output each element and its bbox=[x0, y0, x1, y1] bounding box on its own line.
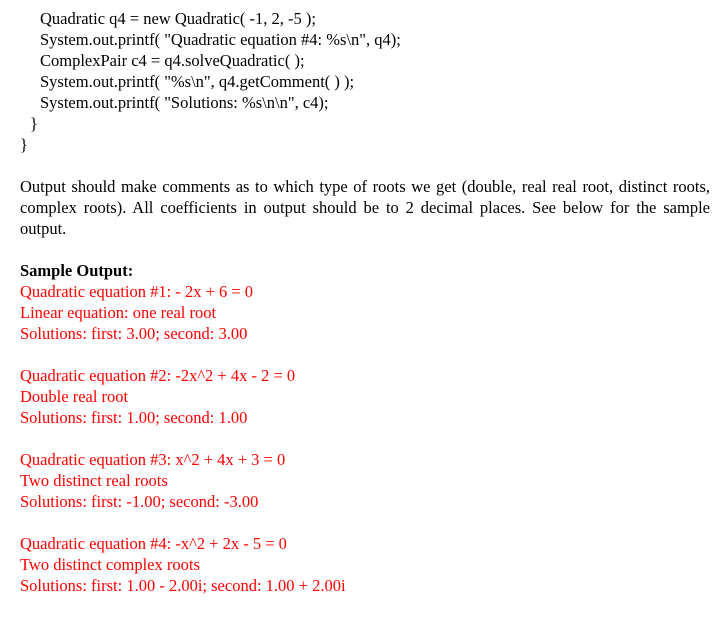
code-line-closing-brace: } bbox=[30, 114, 38, 133]
sample-comment: Linear equation: one real root bbox=[20, 303, 217, 322]
document-page bbox=[20, 8, 712, 596]
code-snippet bbox=[20, 8, 712, 155]
sample-equation: Quadratic equation #1: - 2x + 6 = 0 bbox=[20, 282, 254, 301]
sample-solutions: Solutions: first: 1.00 - 2.00i; second: 1.00 + 2.00i bbox=[20, 576, 346, 595]
sample-comment: Double real root bbox=[20, 387, 129, 406]
instructions-paragraph: Output should make comments as to which type of roots we get (double, real real root, distinct roots, complex roots). All coefficients in output should be to 2 decimal places. See below for the sample output. bbox=[20, 177, 710, 238]
code-line: System.out.printf( "Quadratic equation #4: %s\n", q4); bbox=[40, 30, 401, 49]
sample-equation: Quadratic equation #4: -x^2 + 2x - 5 = 0 bbox=[20, 534, 287, 553]
sample-output-heading: Sample Output: bbox=[20, 261, 134, 280]
sample-output-block bbox=[20, 533, 712, 596]
code-line-closing-brace: } bbox=[20, 135, 28, 154]
sample-solutions: Solutions: first: 3.00; second: 3.00 bbox=[20, 324, 248, 343]
sample-output-block bbox=[20, 281, 712, 344]
sample-solutions: Solutions: first: 1.00; second: 1.00 bbox=[20, 408, 248, 427]
sample-solutions: Solutions: first: -1.00; second: -3.00 bbox=[20, 492, 259, 511]
sample-equation: Quadratic equation #3: x^2 + 4x + 3 = 0 bbox=[20, 450, 286, 469]
sample-equation: Quadratic equation #2: -2x^2 + 4x - 2 = 0 bbox=[20, 366, 296, 385]
sample-comment: Two distinct real roots bbox=[20, 471, 168, 490]
sample-comment: Two distinct complex roots bbox=[20, 555, 200, 574]
code-line: Quadratic q4 = new Quadratic( -1, 2, -5 ); bbox=[40, 9, 316, 28]
sample-output-block bbox=[20, 365, 712, 428]
code-line: System.out.printf( "Solutions: %s\n\n", c4); bbox=[40, 93, 329, 112]
sample-output-block bbox=[20, 449, 712, 512]
code-line: System.out.printf( "%s\n", q4.getComment( ) ); bbox=[40, 72, 355, 91]
code-line: ComplexPair c4 = q4.solveQuadratic( ); bbox=[40, 51, 305, 70]
